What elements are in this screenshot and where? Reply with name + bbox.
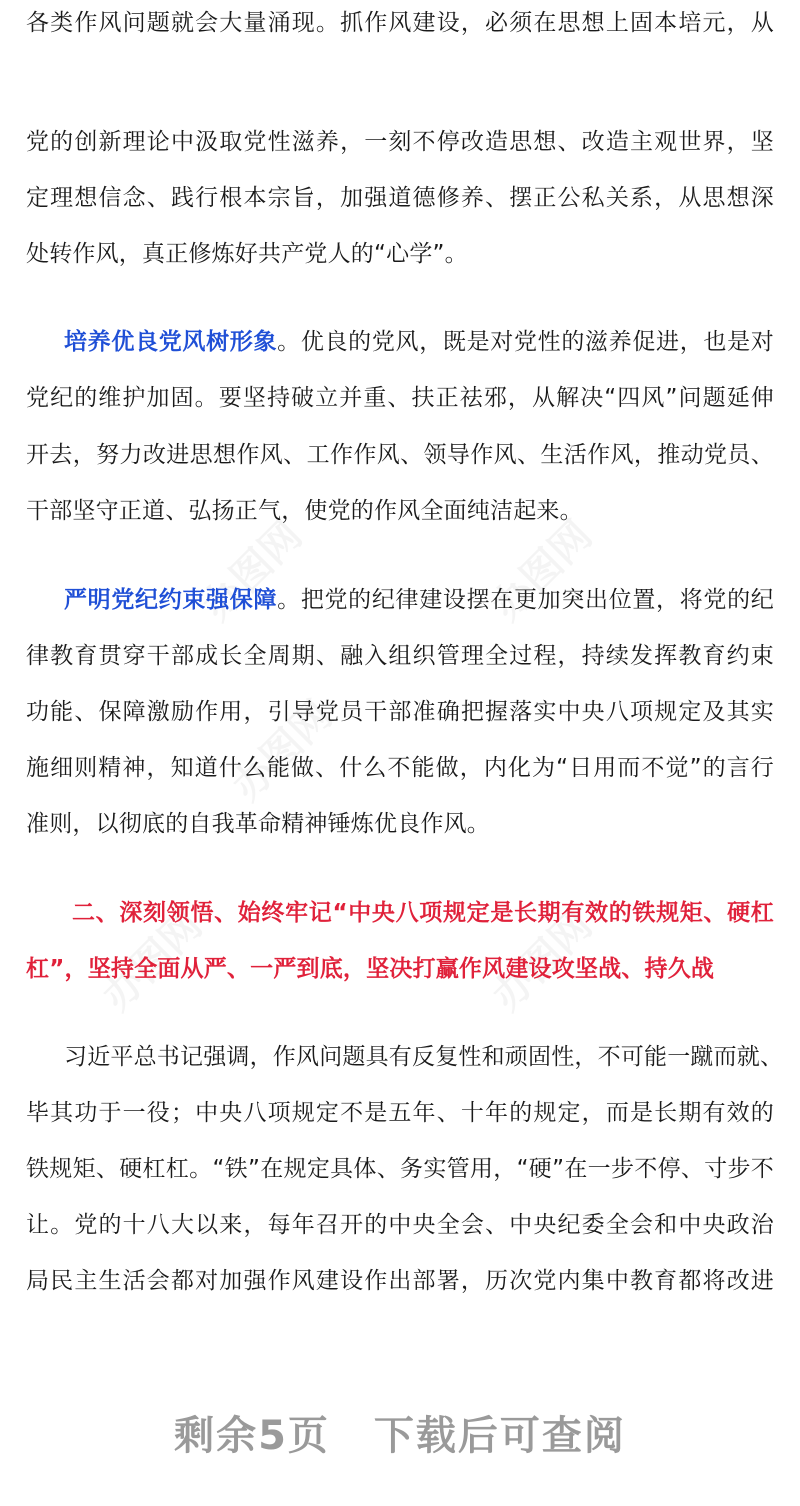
text-line: 党的创新理论中汲取党性滋养，一刻不停改造思想、改造主观世界，坚 (26, 129, 774, 155)
remaining-pages-label: 剩余5页 (174, 1413, 330, 1459)
text-line: 党纪的维护加固。要坚持破立并重、扶正祛邪，从解决“四风”问题延伸 (26, 385, 774, 411)
text-line: 功能、保障激励作用，引导党员干部准确把握落实中央八项规定及其实 (26, 699, 774, 725)
text-line (64, 326, 774, 358)
text-line: 二、深刻领悟、始终牢记“中央八项规定是长期有效的铁规矩、硬杠 (72, 900, 774, 926)
download-label[interactable]: 下载后可查阅 (373, 1413, 626, 1459)
text-span: 。优良的党风，既是对党性的滋养促进，也是对 (277, 329, 774, 355)
text-line: 准则，以彻底的自我革命精神锤炼优良作风。 (26, 811, 490, 837)
subheading-discipline: 严明党纪约束强保障 (64, 587, 278, 613)
text-line: 铁规矩、硬杠杠。“铁”在规定具体、务实管用，“硬”在一步不停、寸步不 (26, 1156, 774, 1182)
download-prompt[interactable] (0, 1404, 800, 1461)
text-line: 杠”，坚持全面从严、一严到底，坚决打赢作风建设攻坚战、持久战 (26, 956, 715, 982)
text-span: 。把党的纪律建设摆在更加突出位置，将党的纪 (277, 587, 774, 613)
text-line: 习近平总书记强调，作风问题具有反复性和顽固性，不可能一蹴而就、 (64, 1044, 784, 1070)
text-line: 毕其功于一役；中央八项规定不是五年、十年的规定，而是长期有效的 (26, 1100, 774, 1126)
text-line: 施细则精神，知道什么能做、什么不能做，内化为“日用而不觉”的言行 (26, 755, 774, 781)
text-line: 处转作风，真正修炼好共产党人的“心学”。 (26, 241, 468, 267)
text-line: 开去，努力改进思想作风、工作作风、领导作风、生活作风，推动党员、 (26, 442, 774, 468)
subheading-party-style: 培养优良党风树形象 (64, 329, 278, 355)
text-line: 局民主生活会都对加强作风建设作出部署，历次党内集中教育都将改进 (26, 1268, 774, 1294)
text-line: 律教育贯穿干部成长全周期、融入组织管理全过程，持续发挥教育约束 (26, 643, 774, 669)
text-line: 定理想信念、践行根本宗旨，加强道德修养、摆正公私关系，从思想深 (26, 185, 774, 211)
text-line: 干部坚守正道、弘扬正气，使党的作风全面纯洁起来。 (26, 498, 583, 524)
text-line: 让。党的十八大以来，每年召开的中央全会、中央纪委全会和中央政治 (26, 1212, 774, 1238)
text-line (64, 584, 774, 616)
text-line: 各类作风问题就会大量涌现。抓作风建设，必须在思想上固本培元，从 (26, 10, 774, 36)
